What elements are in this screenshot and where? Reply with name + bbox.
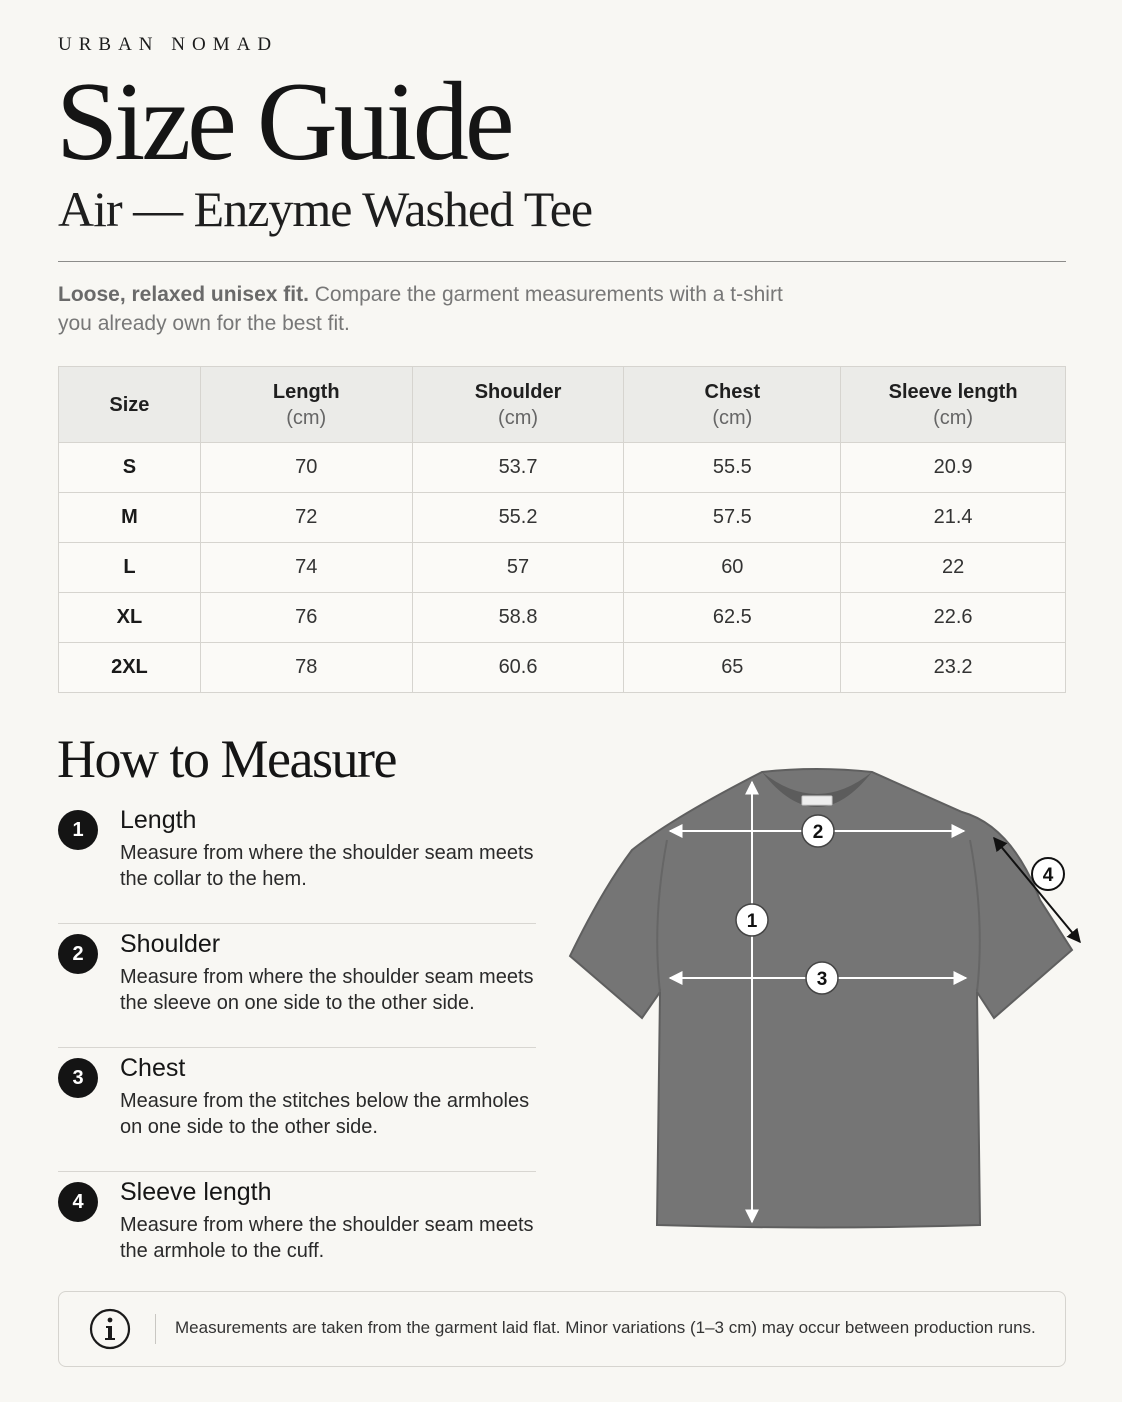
svg-text:3: 3 [816,969,828,990]
tshirt-measurement-diagram [562,760,1092,1240]
header-size: Size [59,367,201,443]
shoulder-cell: 58.8 [412,593,624,643]
shoulder-cell: 60.6 [412,643,624,693]
marker-shoulder [802,815,834,847]
header-shoulder: Shoulder (cm) [412,367,624,443]
step-shoulder [58,924,536,1048]
measurement-note [58,1291,1066,1367]
note-divider [155,1314,156,1344]
table-row [59,593,1066,643]
shoulder-cell: 57 [412,543,624,593]
fit-intro-bold: Loose, relaxed unisex fit. [58,283,309,306]
step-description: Measure from where the shoulder seam meets the sleeve on one side to the other side. [120,966,534,1014]
length-cell: 70 [200,443,412,493]
page-title: Size Guide [56,60,511,184]
sleeve-length-cell: 22.6 [841,593,1066,643]
chest-cell: 57.5 [624,493,841,543]
header-chest: Chest (cm) [624,367,841,443]
step-chest [58,1048,536,1172]
step-number-badge: 3 [58,1058,98,1098]
step-title: Shoulder [120,930,221,958]
table-row [59,443,1066,493]
sleeve-length-cell: 23.2 [841,643,1066,693]
step-title: Chest [120,1054,186,1082]
header-sleeve-length: Sleeve length (cm) [841,367,1066,443]
size-cell: XL [59,593,201,643]
step-description: Measure from where the shoulder seam meets the armhole to the cuff. [120,1214,534,1262]
brand-name: URBAN NOMAD [58,34,279,55]
size-cell: L [59,543,201,593]
chest-cell: 55.5 [624,443,841,493]
sleeve-length-cell: 20.9 [841,443,1066,493]
marker-length [736,904,768,936]
length-cell: 72 [200,493,412,543]
header-length: Length (cm) [200,367,412,443]
size-cell: 2XL [59,643,201,693]
measure-steps [58,800,536,1295]
length-cell: 78 [200,643,412,693]
step-sleeve-length [58,1172,536,1295]
marker-sleeve-length [1032,858,1064,890]
size-cell: M [59,493,201,543]
size-table [58,366,1066,693]
svg-text:1: 1 [746,911,758,932]
step-title: Sleeve length [120,1178,272,1206]
fit-intro-text: Compare the garment measurements with a t-shirt you already own for the best fit. [58,283,783,335]
step-description: Measure from the stitches below the armholes on one side to the other side. [120,1090,530,1138]
svg-text:4: 4 [1042,865,1054,886]
length-cell: 76 [200,593,412,643]
note-text: Measurements are taken from the garment laid flat. Minor variations (1–3 cm) may occur between production runs. [175,1318,1036,1337]
size-cell: S [59,443,201,493]
step-length [58,800,536,924]
chest-cell: 62.5 [624,593,841,643]
length-cell: 74 [200,543,412,593]
shoulder-cell: 53.7 [412,443,624,493]
svg-text:2: 2 [812,822,824,843]
shoulder-cell: 55.2 [412,493,624,543]
sleeve-length-cell: 21.4 [841,493,1066,543]
marker-chest [806,962,838,994]
table-row [59,493,1066,543]
step-description: Measure from where the shoulder seam meets the collar to the hem. [120,842,534,890]
info-icon [89,1308,131,1350]
sleeve-length-cell: 22 [841,543,1066,593]
step-number-badge: 2 [58,934,98,974]
step-title: Length [120,806,197,834]
product-subtitle: Air — Enzyme Washed Tee [58,181,593,237]
size-table-header-row [59,367,1066,443]
table-row [59,543,1066,593]
chest-cell: 60 [624,543,841,593]
step-number-badge: 4 [58,1182,98,1222]
chest-cell: 65 [624,643,841,693]
fit-intro [58,280,818,338]
header-divider [58,261,1066,262]
collar-label [802,796,832,805]
step-number-badge: 1 [58,810,98,850]
table-row [59,643,1066,693]
how-to-measure-title: How to Measure [57,729,396,789]
